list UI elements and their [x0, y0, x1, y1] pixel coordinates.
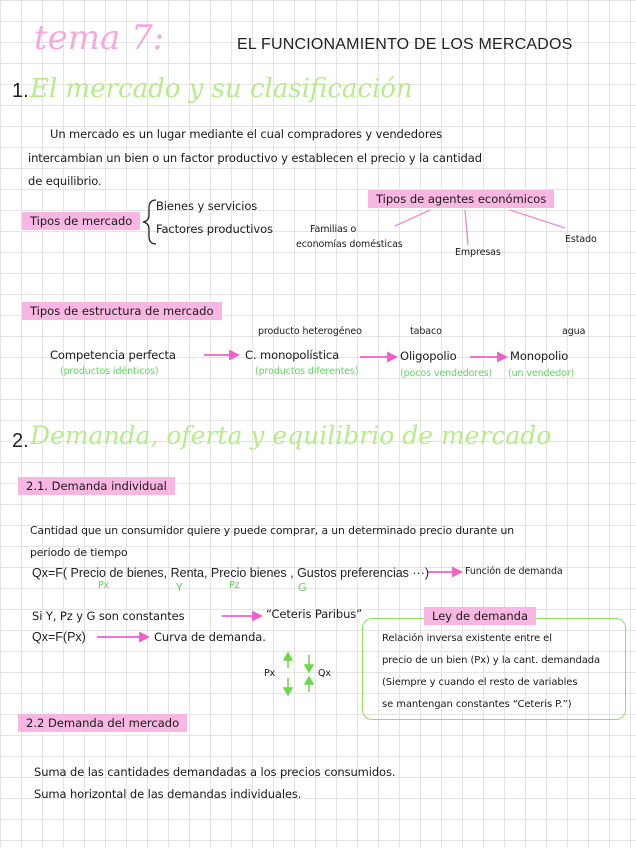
constants-text: Si Y, Pz y G son constantes: [32, 609, 185, 623]
page-title: EL FUNCIONAMIENTO DE LOS MERCADOS: [237, 36, 573, 53]
structure-monopolio: Monopolio: [510, 349, 569, 363]
agent-connector-empresas: [465, 210, 468, 245]
structure-monopolistica: C. monopolística: [245, 348, 340, 362]
market-types-label: Tipos de mercado: [22, 212, 140, 230]
law-text-line-3: (Siempre y cuando el resto de variables: [382, 677, 578, 688]
function-demand-label: Función de demanda: [465, 566, 563, 577]
law-text-line-2: precio de un bien (Px) y la cant. demandada: [382, 655, 601, 666]
note-monopolistica: (productos diferentes): [255, 366, 359, 377]
sub2-text-line-2: Suma horizontal de las demandas individuales.: [34, 787, 302, 801]
structure-competencia: Competencia perfecta: [50, 348, 176, 362]
section1-heading: El mercado y su clasificación: [30, 74, 413, 104]
law-text-line-1: Relación inversa existente entre el: [382, 633, 552, 644]
agent-economias: economías domésticas: [296, 239, 403, 250]
example-oligopolio: tabaco: [410, 326, 442, 337]
market-type-bienes: Bienes y servicios: [156, 199, 258, 213]
qx-symbol: Qx: [318, 668, 331, 679]
ceteris-paribus: “Ceteris Paribus”: [266, 607, 363, 621]
px-symbol: Px: [264, 668, 276, 679]
var-g: G: [298, 581, 307, 594]
section2-heading: Demanda, oferta y equilibrio de mercado: [30, 421, 552, 450]
section1-number: 1.: [12, 80, 29, 102]
var-pz: Pz: [229, 580, 240, 591]
sub2-text-line-1: Suma de las cantidades demandadas a los precios consumidos.: [34, 765, 396, 779]
section2-number: 2.: [12, 430, 29, 452]
agent-connector-familias: [395, 210, 430, 226]
law-text-line-4: se mantengan constantes “Ceteris P.”): [382, 699, 572, 710]
paragraph-line-3: de equilibrio.: [28, 174, 102, 188]
example-monopolio: agua: [562, 326, 586, 337]
paragraph-line-2: intercambian un bien o un factor productivo y establecen el precio y la cantidad: [28, 151, 482, 165]
agent-estado: Estado: [565, 234, 597, 245]
agents-label: Tipos de agentes económicos: [368, 190, 554, 208]
paragraph-line-1: Un mercado es un lugar mediante el cual compradores y vendedores: [50, 127, 443, 141]
var-px: Px: [98, 580, 110, 591]
market-type-factores: Factores productivos: [156, 222, 273, 236]
sub1-text-line-2: periodo de tiempo: [30, 546, 128, 559]
brace-market-types: [143, 200, 156, 244]
note-competencia: (productos idénticos): [60, 366, 159, 377]
agent-empresas: Empresas: [455, 247, 501, 258]
agent-familias: Familias o: [310, 224, 357, 235]
sub1-label: 2.1. Demanda individual: [18, 477, 175, 495]
sub2-label: 2.2 Demanda del mercado: [18, 714, 187, 732]
demand-function-formula: Qx=F( Precio de bienes, Renta, Precio bienes , Gustos preferencias ···): [32, 566, 430, 580]
curve-label: Curva de demanda.: [154, 630, 266, 644]
var-y: Y: [176, 581, 183, 594]
tema-number: tema 7:: [34, 18, 165, 58]
structure-label: Tipos de estructura de mercado: [22, 302, 222, 320]
structure-oligopolio: Oligopolio: [400, 349, 457, 363]
law-label: Ley de demanda: [424, 607, 536, 625]
example-monopolistica: producto heterogéneo: [258, 326, 362, 337]
demand-curve-formula: Qx=F(Px): [32, 630, 86, 644]
agent-connector-estado: [510, 210, 565, 228]
sub1-text-line-1: Cantidad que un consumidor quiere y puede comprar, a un determinado precio durante un: [30, 524, 514, 537]
note-oligopolio: (pocos vendedores): [400, 368, 493, 379]
note-monopolio: (un vendedor): [508, 368, 575, 379]
